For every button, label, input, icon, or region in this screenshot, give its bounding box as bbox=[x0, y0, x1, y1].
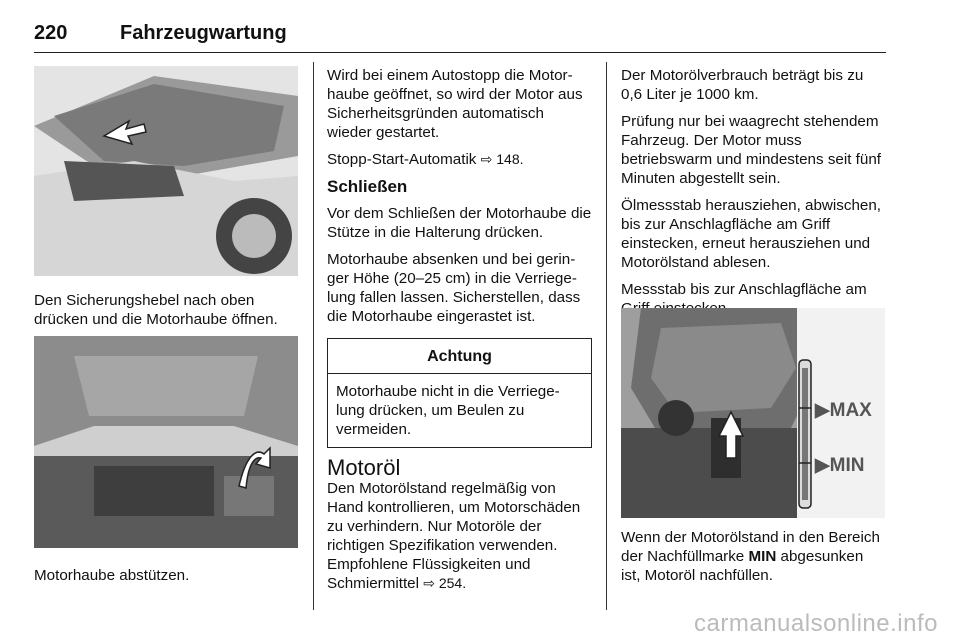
warning-body: Motorhaube nicht in die Verriegelung drücken, um Beulen zu vermeiden. bbox=[336, 383, 560, 438]
caption-text: Wenn der Motorölstand in den Bereich der Nachfüllmarke bbox=[621, 529, 880, 565]
page-title: Fahrzeugwartung bbox=[120, 22, 287, 44]
figure-caption bbox=[621, 528, 886, 585]
paragraph-text: Stopp-Start-Automatik bbox=[327, 151, 481, 168]
caption-text: abgesunken ist, Motoröl nachfüllen. bbox=[621, 548, 864, 584]
text-column-2 bbox=[327, 66, 592, 601]
page-reference-link[interactable]: ⇨ 254. bbox=[423, 575, 467, 591]
paragraph bbox=[327, 479, 592, 593]
watermark: carmanualsonline.info bbox=[694, 610, 938, 637]
warning-title: Achtung bbox=[328, 339, 591, 374]
column-divider bbox=[313, 62, 314, 610]
page-header bbox=[34, 22, 886, 53]
paragraph: Motorhaube absenken und bei geringer Höhe (20–25 cm) in die Verriegelung fallen lassen. Sicherstellen, dass die Motorhaube eingerastet ist. bbox=[327, 251, 581, 325]
section-heading: Motoröl bbox=[327, 455, 401, 480]
dipstick-photo-icon bbox=[621, 308, 885, 518]
paragraph: Ölmessstab herausziehen, abwischen, bis zur Anschlagfläche am Griff einstecken, erneut herausziehen und Motorölstand ablesen. bbox=[621, 197, 882, 271]
page-number: 220 bbox=[34, 22, 68, 44]
paragraph: Prüfung nur bei waagrecht stehendem Fahrzeug. Der Motor muss betriebswarm und mindestens seit fünf Minuten abgestellt sein. bbox=[621, 113, 882, 187]
text-column-3 bbox=[621, 66, 885, 326]
column-divider bbox=[606, 62, 607, 610]
figure-caption: Motorhaube abstützen. bbox=[34, 567, 190, 584]
section-heading: Schließen bbox=[327, 177, 408, 196]
paragraph: Vor dem Schließen der Motorhaube die Stütze in die Halterung drücken. bbox=[327, 205, 592, 241]
min-mark-label: ▶MIN bbox=[815, 455, 865, 476]
figure-caption: Den Sicherungshebel nach oben drücken und die Motorhaube öffnen. bbox=[34, 292, 278, 328]
paragraph bbox=[327, 150, 592, 169]
paragraph: Wird bei einem Autostopp die Motorhaube geöffnet, so wird der Motor aus Sicherheitsgründen automatisch wieder gestartet. bbox=[327, 67, 583, 141]
paragraph: Der Motorölverbrauch beträgt bis zu 0,6 Liter je 1000 km. bbox=[621, 67, 864, 103]
min-mark-text: MIN bbox=[748, 548, 777, 565]
engine-bay-photo-icon bbox=[34, 336, 298, 548]
paragraph: Messstab bis zur Anschlagfläche am bbox=[621, 281, 867, 298]
page-reference-link[interactable]: ⇨ 148. bbox=[480, 151, 524, 167]
warning-box bbox=[327, 338, 592, 448]
car-hood-photo-icon bbox=[34, 66, 298, 276]
paragraph-text: Den Motorölstand regelmäßig von Hand kontrollieren, um Motorschäden zu verhindern. Nur Motoröle der richtigen Spezifikation verwenden. Empfohlene Flüssigkeiten und Schmiermittel bbox=[327, 480, 581, 592]
max-mark-label: ▶MAX bbox=[815, 400, 872, 421]
